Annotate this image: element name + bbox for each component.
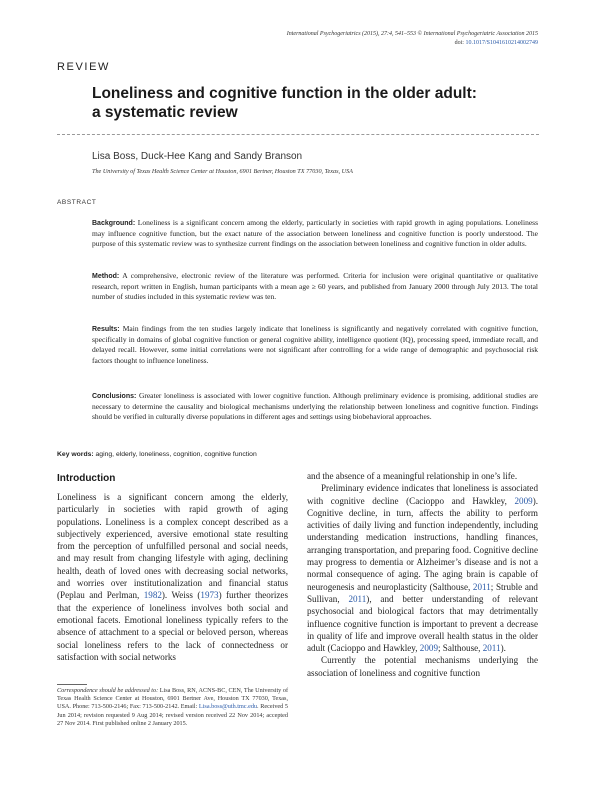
abstract-heading: ABSTRACT <box>57 199 97 206</box>
citation-link[interactable]: 1973 <box>200 590 219 601</box>
title-line-2: a systematic review <box>92 104 238 121</box>
intro-text: ). Weiss ( <box>161 590 201 601</box>
intro-paragraph-1 <box>57 491 288 663</box>
intro-paragraph-1-continued: and the absence of a meaningful relationship in one’s life. <box>307 471 518 481</box>
citation-link[interactable]: 2011 <box>472 581 491 592</box>
abstract-method <box>92 271 538 303</box>
intro-text: ; Struble and Sullivan, <box>307 581 538 604</box>
abstract-results <box>92 324 538 366</box>
intro-paragraph-3: Currently the potential mechanisms underlying the association of loneliness and cognitive function <box>307 655 538 678</box>
abstract-background <box>92 218 538 250</box>
received-dates: . Received 5 Jun 2014; revision requested 9 Aug 2014; revised version received 22 Nov 2014; accepted 27 Nov 2014. First published online 2 January 2015. <box>57 703 288 727</box>
article-type-label: REVIEW <box>57 61 110 73</box>
abstract-results-label: Results: <box>92 326 120 333</box>
citation-link[interactable]: 2011 <box>348 593 367 604</box>
keywords <box>57 451 257 458</box>
citation-link[interactable]: 1982 <box>143 590 162 601</box>
abstract-conclusions-label: Conclusions: <box>92 393 137 400</box>
correspondence-text: Lisa Boss, RN, ACNS-BC, CEN, The University of Texas Health Science Center at Houston, 6901 Bertner Ave, Houston TX 77030, Texas, USA. Phone: 713-500-2146; Fax: 713-500-2142. Email: <box>57 687 289 711</box>
doi-link[interactable]: 10.1017/S1041610214002749 <box>465 40 538 46</box>
citation-link[interactable]: 2009 <box>419 643 438 654</box>
intro-text: ). <box>500 643 506 654</box>
journal-citation: International Psychogeriatrics (2015), 27:4, 541–553 © International Psychogeriatric Association 2015 <box>286 31 538 37</box>
intro-text: ), and better understanding of relevant psychosocial and biological factors that may detrimentally influence cognitive function is important to prevent a decrease in quality of life and improve overall health status in the older adult (Cacioppo and Hawkley, <box>307 593 538 654</box>
keywords-text: aging, elderly, loneliness, cognition, cognitive function <box>95 451 257 458</box>
keywords-label: Key words: <box>57 451 94 458</box>
doi-line <box>455 40 538 46</box>
abstract-conclusions-text: Greater loneliness is associated with lower cognitive function. Although preliminary evidence is promising, additional studies are necessary to determine the causality and biological mechanisms underlying the relationship between loneliness and cognitive function. Findings should be verified in culturally diverse populations in different ages and settings using biobehavioral approaches. <box>92 391 539 422</box>
correspondence-label: Correspondence should be addressed to: <box>57 687 159 694</box>
abstract-background-text: Loneliness is a significant concern among the elderly, particularly in societies with rapid growth in aging populations. Loneliness may influence cognitive function, but the exact nature of the association between loneliness and cognitive function is poorly understood. The purpose of this systematic review was to synthesize current findings on the association between loneliness and cognitive function in older adults. <box>92 218 539 249</box>
article-title <box>92 84 532 122</box>
intro-text: Loneliness is a significant concern among the elderly, particularly in societies with rapid growth of aging populations. Loneliness is a complex concept described as a subjectively experienced, aversive emotional state resulting from the perception of unfulfilled personal and social needs, and may result from changing lifestyle with aging, declining health, death of loved ones with decreasing social networks, and worries over institutionalization and financial status (Peplau and Perlman, <box>57 492 288 601</box>
doi-prefix: doi: <box>454 40 464 46</box>
title-line-1: Loneliness and cognitive function in the older adult: <box>92 85 477 102</box>
abstract-results-text: Main findings from the ten studies largely indicate that loneliness is significantly and negatively correlated with cognitive function, specifically in domains of global cognitive function or general cognitive ability, intelligence quotient (IQ), processing speed, immediate recall, and delayed recall. However, some initial correlations were not significant after controlling for a wide range of demographic and psychosocial risk factors thought to influence loneliness. <box>92 324 538 365</box>
abstract-background-label: Background: <box>92 220 136 227</box>
affiliation: The University of Texas Health Science Center at Houston, 6901 Bertner, Houston TX 77030, Texas, USA <box>92 168 353 175</box>
intro-text: ) further theorizes that the experience of loneliness involves both social and emotional facets. Emotional loneliness typically refers to the absence of attachment to a special or beloved person, whereas social loneliness refers to the lack of connectedness or satisfaction with social networks <box>57 590 288 662</box>
citation-link[interactable]: 2009 <box>514 495 533 506</box>
citation-link[interactable]: 2011 <box>482 643 501 654</box>
footnote-divider <box>57 684 87 685</box>
author-list: Lisa Boss, Duck-Hee Kang and Sandy Branson <box>92 151 303 162</box>
intro-text: ; Salthouse, <box>437 643 483 654</box>
abstract-method-text: A comprehensive, electronic review of the literature was performed. Criteria for inclusion were original quantitative or qualitative research, report written in English, human participants with a mean age ≥ 60 years, and published from January 2000 through July 2013. The total number of studies included in this systematic review was ten. <box>92 271 538 302</box>
abstract-method-label: Method: <box>92 273 120 280</box>
title-divider <box>57 134 539 135</box>
correspondence-footnote <box>57 687 288 728</box>
abstract-conclusions <box>92 391 538 423</box>
right-column <box>307 470 538 679</box>
introduction-heading: Introduction <box>57 473 116 484</box>
intro-text: ). Cognitive decline, in turn, affects the ability to perform activities of daily living and function independently, including understanding medication instructions, handling finances, arranging transportation, and preparing food. Cognitive decline may progress to dementia or Alzheimer’s disease and is not a normal consequence of aging. The aging brain is capable of neurogenesis and neuroplasticity (Salthouse, <box>307 495 538 592</box>
intro-paragraph-2 <box>307 482 538 654</box>
intro-text: Preliminary evidence indicates that loneliness is associated with cognitive decline (Cacioppo and Hawkley, <box>307 483 538 506</box>
email-link[interactable]: Lisa.boss@uth.tmc.edu <box>198 703 258 711</box>
